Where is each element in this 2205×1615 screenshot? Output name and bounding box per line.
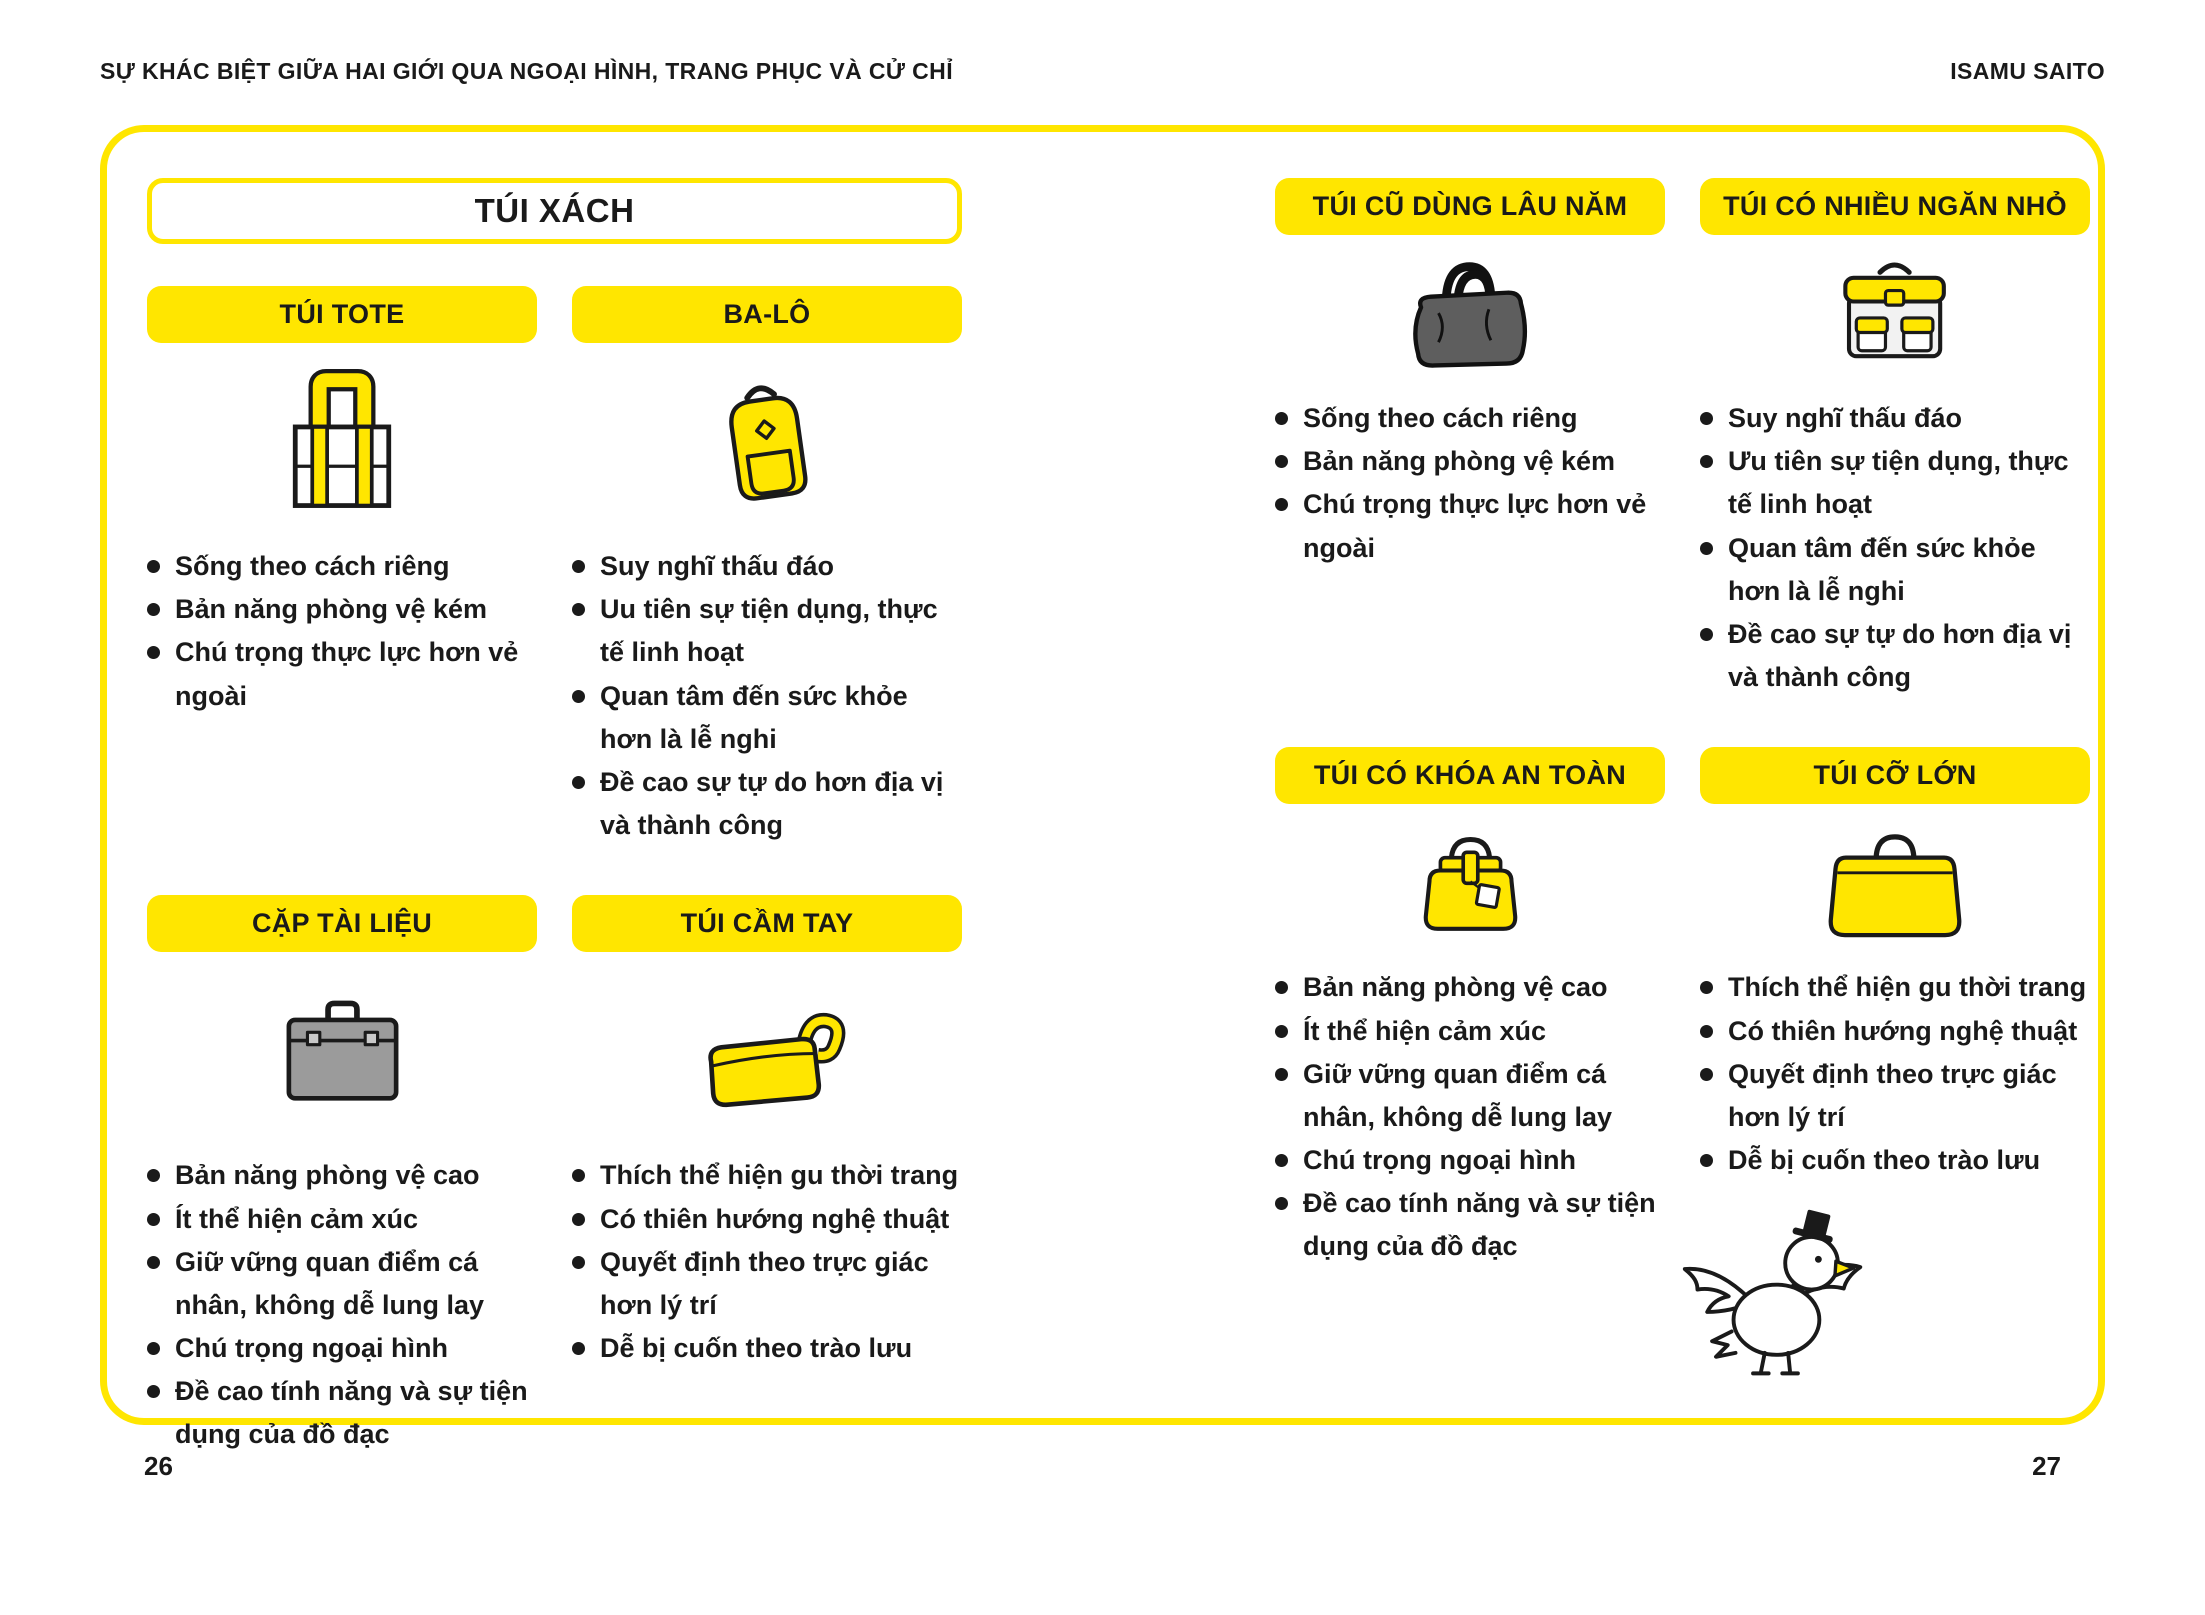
trait-item <box>1275 1139 1665 1182</box>
bag-section-backpack <box>572 286 962 847</box>
bird-with-hat-icon <box>1667 1193 1882 1388</box>
trait-item <box>572 545 962 588</box>
backpack-icon <box>690 370 845 520</box>
trait-text: Có thiên hướng nghệ thuật <box>1728 1015 2078 1046</box>
running-header <box>100 58 2105 85</box>
page-number-left: 26 <box>144 1451 173 1481</box>
trait-text: Thích thể hiện gu thời trang <box>1728 972 2087 1003</box>
left-page-grid <box>147 286 962 1457</box>
lock-bag-icon <box>1393 822 1548 950</box>
content-border-box <box>100 125 2105 1450</box>
trait-text: Bản năng phòng vệ kém <box>175 594 488 625</box>
section-label: TÚI CŨ DÙNG LÂU NĂM <box>1312 191 1628 221</box>
trait-item <box>147 631 537 717</box>
section-label: TÚI CÓ KHÓA AN TOÀN <box>1313 760 1627 791</box>
trait-item <box>1700 613 2090 699</box>
chapter-title: SỰ KHÁC BIỆT GIỮA HAI GIỚI QUA NGOẠI HÌNH, TRANG PHỤC VÀ CỬ CHỈ <box>100 58 953 84</box>
briefcase-icon <box>147 968 537 1140</box>
bag-section-lock-bag <box>1275 747 1665 1268</box>
trait-text: Chú trọng ngoại hình <box>1303 1145 1576 1176</box>
large-bag-icon <box>1810 822 1980 950</box>
tote-bag-icon <box>147 359 537 531</box>
trait-list <box>572 1154 962 1370</box>
trait-item <box>147 1241 537 1327</box>
trait-text: Giữ vững quan điểm cá nhân, không dễ lung lay <box>175 1246 485 1320</box>
left-page <box>147 178 962 1450</box>
bag-section-multi-pocket <box>1700 178 2090 699</box>
trait-item <box>1700 1010 2090 1053</box>
section-label: TÚI CỠ LỚN <box>1813 760 1977 791</box>
trait-text: Chú trọng ngoại hình <box>175 1333 448 1364</box>
trait-text: Bản năng phòng vệ cao <box>1303 972 1608 1003</box>
trait-text: Ít thể hiện cảm xúc <box>175 1203 419 1234</box>
trait-text: Chú trọng thực lực hơn vẻ ngoài <box>175 637 519 711</box>
trait-item <box>147 1370 537 1456</box>
bag-section-large-bag <box>1700 747 2090 1182</box>
trait-text: Thích thể hiện gu thời trang <box>600 1160 959 1191</box>
trait-text: Giữ vững quan điểm cá nhân, không dễ lung lay <box>1303 1058 1613 1132</box>
clutch-bag-icon <box>680 992 855 1117</box>
trait-item <box>1700 527 2090 613</box>
right-page-grid <box>1275 178 2087 1269</box>
large-bag-icon <box>1700 820 2090 952</box>
trait-item <box>572 1241 962 1327</box>
trait-text: Uu tiên sự tiện dụng, thực tế linh hoạt <box>600 594 938 668</box>
trait-text: Ưu tiên sự tiện dụng, thực tế linh hoạt <box>1728 446 2069 520</box>
bag-section-clutch <box>572 895 962 1370</box>
trait-text: Có thiên hướng nghệ thuật <box>600 1203 950 1234</box>
trait-item <box>1700 1139 2090 1182</box>
trait-list <box>1275 397 1665 570</box>
lock-bag-icon <box>1275 820 1665 952</box>
trait-list <box>1700 397 2090 699</box>
trait-text: Quyết định theo trực giác hơn lý trí <box>600 1246 929 1320</box>
trait-text: Bản năng phòng vệ kém <box>1303 446 1616 477</box>
trait-item <box>1275 483 1665 569</box>
section-label: BA-LÔ <box>723 299 811 329</box>
trait-item <box>147 1327 537 1370</box>
section-header <box>147 286 537 343</box>
bag-section-old-bag <box>1275 178 1665 570</box>
old-bag-icon <box>1388 253 1553 381</box>
trait-list <box>147 545 537 718</box>
trait-item <box>572 1327 962 1370</box>
trait-list <box>572 545 962 847</box>
bird-illustration <box>1667 1193 1882 1388</box>
trait-text: Ít thể hiện cảm xúc <box>1303 1015 1547 1046</box>
trait-list <box>147 1154 537 1456</box>
trait-list <box>1275 966 1665 1268</box>
trait-text: Chú trọng thực lực hơn vẻ ngoài <box>1303 489 1647 563</box>
trait-text: Sống theo cách riêng <box>1303 403 1578 433</box>
page-title: TÚI XÁCH <box>474 192 635 229</box>
trait-item <box>1700 397 2090 440</box>
section-header <box>1700 178 2090 235</box>
bag-section-briefcase <box>147 895 537 1456</box>
section-label: CẶP TÀI LIỆU <box>251 908 433 939</box>
trait-item <box>1275 1010 1665 1053</box>
trait-item <box>572 1198 962 1241</box>
trait-item <box>1700 966 2090 1009</box>
page-number-right: 27 <box>2032 1451 2061 1481</box>
trait-item <box>572 761 962 847</box>
section-label: TÚI TOTE <box>279 299 405 329</box>
trait-text: Đề cao tính năng và sự tiện dụng của đồ đạc <box>1303 1188 1656 1262</box>
trait-item <box>1275 966 1665 1009</box>
section-label: TÚI CẦM TAY <box>680 908 854 939</box>
trait-item <box>572 588 962 674</box>
trait-item <box>147 588 537 631</box>
author-name: ISAMU SAITO <box>1950 58 2105 84</box>
trait-item <box>147 1198 537 1241</box>
trait-text: Dễ bị cuốn theo trào lưu <box>600 1333 913 1364</box>
old-bag-icon <box>1275 251 1665 383</box>
clutch-bag-icon <box>572 968 962 1140</box>
section-header <box>1275 178 1665 235</box>
trait-text: Đề cao sự tự do hơn địa vị và thành công <box>600 766 944 841</box>
trait-text: Suy nghĩ thấu đáo <box>600 551 834 581</box>
trait-text: Quan tâm đến sức khỏe hơn là lễ nghi <box>600 680 908 754</box>
trait-item <box>1700 440 2090 526</box>
trait-item <box>1275 440 1665 483</box>
trait-text: Đề cao tính năng và sự tiện dụng của đồ đạc <box>175 1376 528 1450</box>
briefcase-icon <box>260 984 425 1124</box>
trait-item <box>147 1154 537 1197</box>
section-header <box>147 895 537 952</box>
trait-list <box>1700 966 2090 1182</box>
trait-item <box>1275 397 1665 440</box>
trait-text: Dễ bị cuốn theo trào lưu <box>1728 1145 2041 1176</box>
right-page <box>1275 178 2087 1382</box>
trait-text: Bản năng phòng vệ cao <box>175 1160 480 1191</box>
trait-item <box>147 545 537 588</box>
section-label: TÚI CÓ NHIỀU NGĂN NHỎ <box>1723 191 2067 221</box>
multi-pocket-bag-icon <box>1818 253 1973 381</box>
trait-item <box>1275 1182 1665 1268</box>
trait-text: Đề cao sự tự do hơn địa vị và thành công <box>1728 618 2072 693</box>
trait-text: Quyết định theo trực giác hơn lý trí <box>1728 1058 2057 1132</box>
section-header <box>1700 747 2090 804</box>
trait-text: Suy nghĩ thấu đáo <box>1728 403 1962 433</box>
section-header <box>572 895 962 952</box>
trait-text: Quan tâm đến sức khỏe hơn là lễ nghi <box>1728 532 2036 606</box>
trait-item <box>572 1154 962 1197</box>
trait-item <box>1700 1053 2090 1139</box>
multi-pocket-bag-icon <box>1700 251 2090 383</box>
trait-text: Sống theo cách riêng <box>175 551 450 581</box>
trait-item <box>1275 1053 1665 1139</box>
section-header <box>1275 747 1665 804</box>
trait-item <box>572 675 962 761</box>
page-title-box <box>147 178 962 244</box>
section-header <box>572 286 962 343</box>
backpack-icon <box>572 359 962 531</box>
tote-bag-icon <box>257 364 427 526</box>
bag-section-tote <box>147 286 537 718</box>
